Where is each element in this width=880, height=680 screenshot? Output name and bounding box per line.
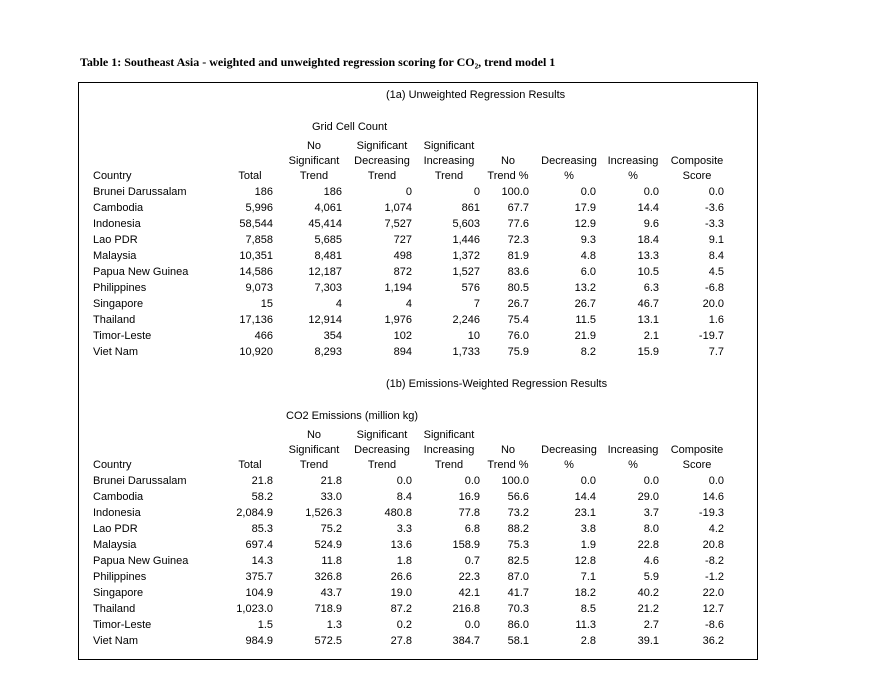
sigdec-cell: 1,194: [384, 282, 412, 294]
sigdec-cell: 4: [405, 298, 412, 310]
column-header: Significant: [288, 444, 340, 456]
nosig-cell: 572.5: [314, 635, 342, 647]
sigdec-cell: 480.8: [384, 507, 412, 519]
decpct-cell: 3.8: [580, 523, 596, 535]
score-cell: 22.0: [702, 587, 724, 599]
nosig-cell: 4: [335, 298, 342, 310]
column-header: Trend %: [487, 459, 529, 471]
table-frame: [78, 82, 758, 660]
table-row: [79, 329, 759, 345]
table-row: [79, 490, 759, 506]
total-cell: 5,996: [245, 202, 273, 214]
score-cell: 20.8: [702, 539, 724, 551]
decpct-cell: 7.1: [580, 571, 596, 583]
column-header: Decreasing: [541, 444, 597, 456]
siginc-cell: 22.3: [458, 571, 480, 583]
sigdec-cell: 498: [393, 250, 412, 262]
table-row: [79, 538, 759, 554]
nosig-cell: 8,293: [314, 346, 342, 358]
nosig-cell: 354: [323, 330, 342, 342]
notrend-cell: 88.2: [507, 523, 529, 535]
decpct-cell: 17.9: [574, 202, 596, 214]
table-row: [79, 297, 759, 313]
column-header: Significant: [423, 140, 475, 152]
decpct-cell: 13.2: [574, 282, 596, 294]
score-cell: -3.6: [705, 202, 724, 214]
notrend-cell: 86.0: [507, 619, 529, 631]
country-cell: Singapore: [93, 587, 144, 599]
group-label: Grid Cell Count: [312, 121, 388, 133]
siginc-cell: 1,733: [452, 346, 480, 358]
score-cell: -8.2: [705, 555, 724, 567]
country-cell: Malaysia: [93, 250, 137, 262]
country-cell: Lao PDR: [93, 234, 138, 246]
incpct-cell: 2.7: [643, 619, 659, 631]
total-cell: 9,073: [245, 282, 273, 294]
total-cell: 466: [254, 330, 273, 342]
notrend-cell: 81.9: [507, 250, 529, 262]
sigdec-cell: 8.4: [396, 491, 412, 503]
total-cell: 58,544: [239, 218, 273, 230]
total-cell: 58.2: [251, 491, 273, 503]
total-cell: 85.3: [251, 523, 273, 535]
total-cell: 10,351: [239, 250, 273, 262]
table-row: [79, 554, 759, 570]
sigdec-cell: 3.3: [396, 523, 412, 535]
column-header: No: [500, 155, 516, 167]
column-header: %: [564, 459, 574, 471]
sigdec-cell: 727: [393, 234, 412, 246]
table-row: [79, 233, 759, 249]
country-cell: Viet Nam: [93, 635, 139, 647]
score-cell: 8.4: [708, 250, 724, 262]
nosig-cell: 43.7: [320, 587, 342, 599]
score-cell: 0.0: [708, 186, 724, 198]
country-cell: Timor-Leste: [93, 330, 152, 342]
decpct-cell: 2.8: [580, 635, 596, 647]
decpct-cell: 11.3: [575, 619, 596, 631]
country-cell: Brunei Darussalam: [93, 475, 187, 487]
country-cell: Cambodia: [93, 491, 144, 503]
notrend-cell: 56.6: [507, 491, 529, 503]
nosig-cell: 186: [323, 186, 342, 198]
siginc-cell: 6.8: [464, 523, 480, 535]
section-title: (1a) Unweighted Regression Results: [386, 89, 566, 101]
column-header: Trend: [367, 170, 397, 182]
siginc-cell: 0.0: [464, 619, 480, 631]
country-cell: Philippines: [93, 571, 147, 583]
siginc-cell: 158.9: [452, 539, 480, 551]
section-title: (1b) Emissions-Weighted Regression Results: [386, 378, 608, 390]
decpct-cell: 6.0: [580, 266, 596, 278]
header-row: [79, 154, 759, 169]
column-header: Significant: [288, 155, 340, 167]
total-cell: 14.3: [251, 555, 273, 567]
notrend-cell: 73.2: [507, 507, 529, 519]
decpct-cell: 26.7: [574, 298, 596, 310]
sigdec-cell: 19.0: [390, 587, 412, 599]
header-row: [79, 139, 759, 154]
score-cell: 14.6: [702, 491, 724, 503]
nosig-cell: 4,061: [314, 202, 342, 214]
column-header: Increasing: [423, 155, 475, 167]
column-header: Country: [93, 459, 132, 471]
siginc-cell: 10: [467, 330, 480, 342]
sigdec-cell: 0.2: [396, 619, 412, 631]
sigdec-cell: 7,527: [384, 218, 412, 230]
sigdec-cell: 1,976: [384, 314, 412, 326]
notrend-cell: 100.0: [501, 186, 529, 198]
total-cell: 104.9: [245, 587, 273, 599]
incpct-cell: 29.0: [637, 491, 659, 503]
group-label: CO2 Emissions (million kg): [286, 410, 419, 422]
siginc-cell: 216.8: [452, 603, 480, 615]
incpct-cell: 40.2: [637, 587, 659, 599]
sigdec-cell: 0: [405, 186, 412, 198]
column-header: Significant: [356, 140, 408, 152]
table-row: [79, 265, 759, 281]
nosig-cell: 718.9: [314, 603, 342, 615]
decpct-cell: 0.0: [580, 475, 596, 487]
incpct-cell: 22.8: [637, 539, 659, 551]
total-cell: 1.5: [257, 619, 273, 631]
incpct-cell: 18.4: [637, 234, 659, 246]
notrend-cell: 70.3: [507, 603, 529, 615]
table-row: [79, 618, 759, 634]
decpct-cell: 21.9: [574, 330, 596, 342]
sigdec-cell: 1.8: [396, 555, 412, 567]
sigdec-cell: 27.8: [390, 635, 412, 647]
nosig-cell: 12,914: [308, 314, 342, 326]
column-header: Increasing: [607, 155, 659, 167]
column-header: Country: [93, 170, 132, 182]
notrend-cell: 75.4: [507, 314, 529, 326]
score-cell: -8.6: [705, 619, 724, 631]
siginc-cell: 1,446: [452, 234, 480, 246]
incpct-cell: 2.1: [643, 330, 659, 342]
incpct-cell: 4.6: [643, 555, 659, 567]
column-header: Trend: [367, 459, 397, 471]
country-cell: Philippines: [93, 282, 147, 294]
score-cell: 4.2: [708, 523, 724, 535]
incpct-cell: 14.4: [637, 202, 659, 214]
table-row: [79, 185, 759, 201]
total-cell: 7,858: [245, 234, 273, 246]
decpct-cell: 12.8: [574, 555, 596, 567]
table-row: [79, 474, 759, 490]
column-header: Total: [238, 170, 262, 182]
column-header: %: [628, 459, 638, 471]
column-header: Significant: [356, 429, 408, 441]
incpct-cell: 8.0: [643, 523, 659, 535]
score-cell: 36.2: [702, 635, 724, 647]
incpct-cell: 39.1: [637, 635, 659, 647]
country-cell: Papua New Guinea: [93, 555, 189, 567]
decpct-cell: 12.9: [574, 218, 596, 230]
incpct-cell: 15.9: [637, 346, 659, 358]
notrend-cell: 80.5: [507, 282, 529, 294]
decpct-cell: 1.9: [580, 539, 596, 551]
incpct-cell: 3.7: [643, 507, 659, 519]
table-row: [79, 602, 759, 618]
nosig-cell: 12,187: [308, 266, 342, 278]
total-cell: 10,920: [239, 346, 273, 358]
notrend-cell: 75.3: [507, 539, 529, 551]
total-cell: 21.8: [251, 475, 273, 487]
score-cell: 9.1: [708, 234, 724, 246]
score-cell: 12.7: [702, 603, 724, 615]
total-cell: 17,136: [239, 314, 273, 326]
table-row: [79, 570, 759, 586]
score-cell: -19.7: [698, 330, 724, 342]
country-cell: Brunei Darussalam: [93, 186, 187, 198]
country-cell: Malaysia: [93, 539, 137, 551]
decpct-cell: 4.8: [580, 250, 596, 262]
siginc-cell: 77.8: [458, 507, 480, 519]
siginc-cell: 1,527: [452, 266, 480, 278]
score-cell: 1.6: [708, 314, 724, 326]
total-cell: 14,586: [239, 266, 273, 278]
incpct-cell: 13.3: [637, 250, 659, 262]
column-header: %: [564, 170, 574, 182]
nosig-cell: 326.8: [314, 571, 342, 583]
header-row: [79, 458, 759, 473]
table-row: [79, 313, 759, 329]
country-cell: Thailand: [93, 603, 136, 615]
siginc-cell: 0.0: [464, 475, 480, 487]
table-caption: Table 1: Southeast Asia - weighted and unweighted regression scoring for CO₂, trend model 1: [80, 55, 556, 69]
notrend-cell: 75.9: [507, 346, 529, 358]
score-cell: 0.0: [708, 475, 724, 487]
incpct-cell: 0.0: [643, 186, 659, 198]
column-header: No: [306, 140, 322, 152]
sigdec-cell: 87.2: [390, 603, 412, 615]
sigdec-cell: 13.6: [390, 539, 412, 551]
sigdec-cell: 26.6: [390, 571, 412, 583]
decpct-cell: 14.4: [574, 491, 596, 503]
total-cell: 984.9: [245, 635, 273, 647]
siginc-cell: 42.1: [458, 587, 480, 599]
siginc-cell: 576: [461, 282, 480, 294]
column-header: Significant: [423, 429, 475, 441]
incpct-cell: 0.0: [643, 475, 659, 487]
column-header: %: [628, 170, 638, 182]
score-cell: -3.3: [705, 218, 724, 230]
table-row: [79, 217, 759, 233]
incpct-cell: 9.6: [643, 218, 659, 230]
column-header: Increasing: [607, 444, 659, 456]
score-cell: 7.7: [708, 346, 724, 358]
siginc-cell: 7: [473, 298, 480, 310]
decpct-cell: 8.2: [580, 346, 596, 358]
score-cell: -1.2: [705, 571, 724, 583]
incpct-cell: 5.9: [643, 571, 659, 583]
siginc-cell: 16.9: [458, 491, 480, 503]
decpct-cell: 0.0: [580, 186, 596, 198]
column-header: Trend: [434, 459, 464, 471]
siginc-cell: 1,372: [452, 250, 480, 262]
notrend-cell: 87.0: [507, 571, 529, 583]
table-row: [79, 281, 759, 297]
table-row: [79, 506, 759, 522]
siginc-cell: 0.7: [464, 555, 480, 567]
siginc-cell: 384.7: [452, 635, 480, 647]
incpct-cell: 21.2: [637, 603, 659, 615]
sigdec-cell: 894: [393, 346, 412, 358]
notrend-cell: 26.7: [507, 298, 529, 310]
column-header: Decreasing: [541, 155, 597, 167]
table-row: [79, 586, 759, 602]
incpct-cell: 6.3: [643, 282, 659, 294]
sigdec-cell: 0.0: [396, 475, 412, 487]
notrend-cell: 58.1: [507, 635, 529, 647]
table-row: [79, 201, 759, 217]
nosig-cell: 524.9: [314, 539, 342, 551]
nosig-cell: 7,303: [314, 282, 342, 294]
country-cell: Thailand: [93, 314, 136, 326]
notrend-cell: 77.6: [507, 218, 529, 230]
country-cell: Papua New Guinea: [93, 266, 189, 278]
decpct-cell: 23.1: [574, 507, 596, 519]
decpct-cell: 18.2: [574, 587, 596, 599]
total-cell: 15: [260, 298, 273, 310]
decpct-cell: 9.3: [580, 234, 596, 246]
country-cell: Viet Nam: [93, 346, 139, 358]
siginc-cell: 0: [473, 186, 480, 198]
decpct-cell: 8.5: [580, 603, 596, 615]
nosig-cell: 75.2: [320, 523, 342, 535]
notrend-cell: 72.3: [507, 234, 529, 246]
notrend-cell: 76.0: [507, 330, 529, 342]
incpct-cell: 13.1: [637, 314, 659, 326]
nosig-cell: 11.8: [321, 555, 342, 567]
header-row: [79, 443, 759, 458]
table-row: [79, 249, 759, 265]
column-header: Composite: [670, 155, 724, 167]
notrend-cell: 82.5: [507, 555, 529, 567]
sigdec-cell: 102: [393, 330, 412, 342]
total-cell: 375.7: [245, 571, 273, 583]
column-header: Composite: [670, 444, 724, 456]
score-cell: -6.8: [705, 282, 724, 294]
header-row: [79, 428, 759, 443]
table-row: [79, 522, 759, 538]
column-header: Decreasing: [354, 155, 410, 167]
notrend-cell: 100.0: [501, 475, 529, 487]
column-header: Trend: [434, 170, 464, 182]
column-header: Trend: [299, 170, 329, 182]
decpct-cell: 11.5: [575, 314, 596, 326]
column-header: Score: [682, 459, 712, 471]
column-header: Total: [238, 459, 262, 471]
total-cell: 186: [254, 186, 273, 198]
incpct-cell: 46.7: [637, 298, 659, 310]
country-cell: Indonesia: [93, 507, 141, 519]
column-header: Increasing: [423, 444, 475, 456]
siginc-cell: 5,603: [452, 218, 480, 230]
nosig-cell: 5,685: [314, 234, 342, 246]
nosig-cell: 8,481: [314, 250, 342, 262]
country-cell: Lao PDR: [93, 523, 138, 535]
column-header: Decreasing: [354, 444, 410, 456]
country-cell: Timor-Leste: [93, 619, 152, 631]
siginc-cell: 861: [461, 202, 480, 214]
total-cell: 1,023.0: [236, 603, 273, 615]
total-cell: 697.4: [245, 539, 273, 551]
notrend-cell: 83.6: [507, 266, 529, 278]
column-header: Score: [682, 170, 712, 182]
column-header: No: [500, 444, 516, 456]
table-row: [79, 634, 759, 650]
country-cell: Cambodia: [93, 202, 144, 214]
nosig-cell: 21.8: [320, 475, 342, 487]
score-cell: 4.5: [708, 266, 724, 278]
column-header: Trend: [299, 459, 329, 471]
nosig-cell: 1,526.3: [305, 507, 342, 519]
column-header: No: [306, 429, 322, 441]
country-cell: Indonesia: [93, 218, 141, 230]
siginc-cell: 2,246: [452, 314, 480, 326]
sigdec-cell: 1,074: [384, 202, 412, 214]
notrend-cell: 67.7: [507, 202, 529, 214]
total-cell: 2,084.9: [236, 507, 273, 519]
incpct-cell: 10.5: [637, 266, 659, 278]
score-cell: -19.3: [698, 507, 724, 519]
score-cell: 20.0: [702, 298, 724, 310]
nosig-cell: 45,414: [308, 218, 342, 230]
table-row: [79, 345, 759, 361]
notrend-cell: 41.7: [507, 587, 529, 599]
column-header: Trend %: [487, 170, 529, 182]
nosig-cell: 1.3: [326, 619, 342, 631]
country-cell: Singapore: [93, 298, 144, 310]
nosig-cell: 33.0: [320, 491, 342, 503]
sigdec-cell: 872: [393, 266, 412, 278]
header-row: [79, 169, 759, 184]
